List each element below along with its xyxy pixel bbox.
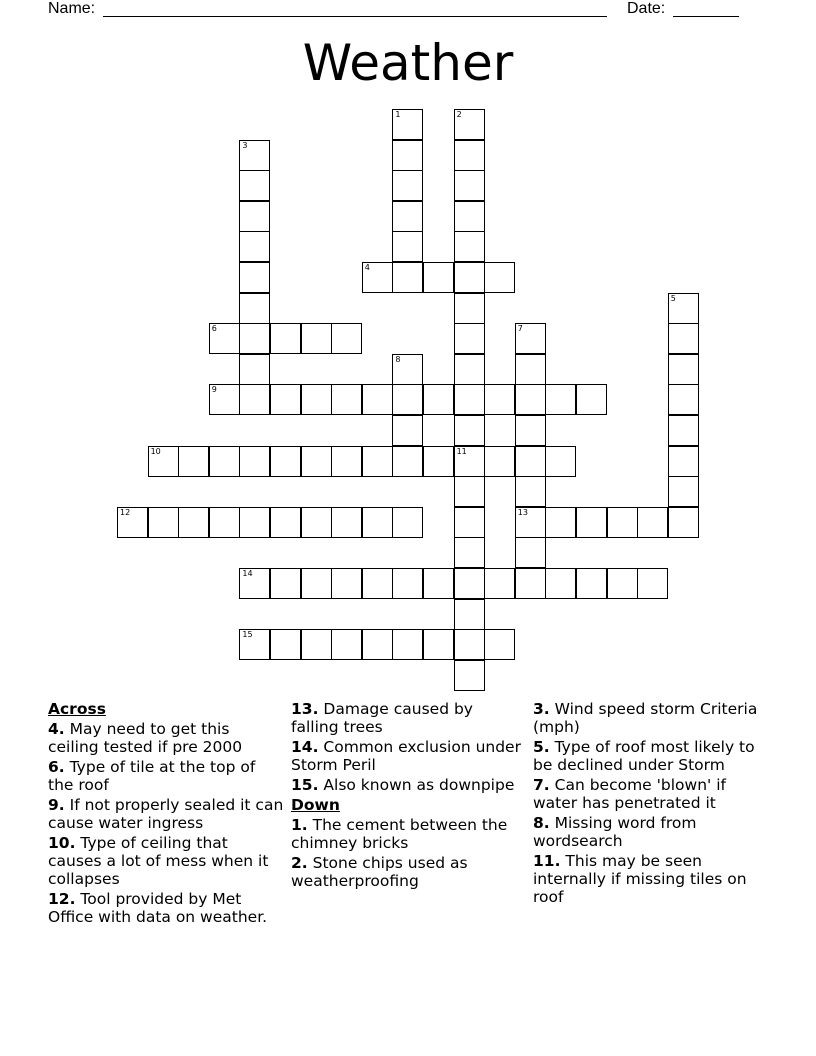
clue-text: This may be seen internally if missing tiles on roof [533,852,747,906]
grid-cell[interactable] [239,231,270,262]
grid-cell[interactable] [301,507,332,538]
grid-cell[interactable] [239,446,270,477]
clue-number: 3. [533,700,550,718]
date-label: Date: [627,0,666,17]
grid-cell[interactable] [301,629,332,660]
clue-number: 2. [291,854,308,872]
cell-number: 12 [120,507,131,517]
grid-cell[interactable] [239,354,270,385]
grid-cell[interactable] [239,262,270,293]
cell-number: 5 [670,293,676,303]
grid-cell[interactable] [484,629,515,660]
cell-number: 8 [395,354,401,364]
cell-number: 7 [517,324,523,334]
grid-cell[interactable] [392,354,423,385]
grid-cell[interactable] [270,384,301,415]
grid-cell[interactable] [454,660,485,691]
cell-number: 1 [395,110,401,119]
grid-cell[interactable] [454,507,485,538]
grid-cell[interactable] [484,262,515,293]
grid-cell[interactable] [515,476,546,507]
clue-across-4 [48,720,284,756]
clue-down-5 [533,738,773,774]
puzzle-title: Weather [302,34,514,92]
clue-text: Missing word from wordsearch [533,814,697,850]
clue-text: Can become 'blown' if water has penetrated it [533,776,726,812]
cell-number: 3 [242,140,248,150]
cell-number: 9 [211,385,217,395]
grid-cell[interactable] [148,446,179,477]
grid-cell[interactable] [454,262,485,293]
grid-cell[interactable] [637,507,668,538]
clue-down-2 [291,854,523,890]
grid-cell[interactable] [668,476,699,507]
grid-cell[interactable] [454,599,485,630]
grid-cell[interactable] [454,476,485,507]
clue-down-11 [533,852,773,906]
clue-down-1 [291,816,523,852]
clue-text: Type of tile at the top of the roof [48,758,256,794]
clue-number: 12. [48,890,76,908]
grid-cell[interactable] [270,446,301,477]
across-heading: Across [48,700,106,718]
grid-cell[interactable] [270,323,301,354]
grid-cell[interactable] [484,568,515,599]
grid-cell[interactable] [209,323,240,354]
grid-cell[interactable] [576,384,607,415]
grid-cell[interactable] [576,568,607,599]
grid-cell[interactable] [545,384,576,415]
clues-column-1 [48,700,284,928]
grid-cell[interactable] [423,446,454,477]
grid-cell[interactable] [484,384,515,415]
grid-cell[interactable] [239,170,270,201]
grid-cell[interactable] [454,231,485,262]
grid-cell[interactable] [423,568,454,599]
clue-text: Damage caused by falling trees [291,700,473,736]
grid-cell[interactable] [454,293,485,324]
clue-number: 8. [533,814,550,832]
grid-cell[interactable] [515,568,546,599]
clue-across-10 [48,834,284,888]
clue-text: Type of ceiling that causes a lot of mess when it collapses [48,834,269,888]
grid-cell[interactable] [178,507,209,538]
clue-number: 10. [48,834,76,852]
grid-cell[interactable] [607,507,638,538]
grid-cell[interactable] [454,201,485,232]
grid-cell[interactable] [668,323,699,354]
grid-cell[interactable] [454,415,485,446]
grid-cell[interactable] [515,415,546,446]
clue-number: 1. [291,816,308,834]
clue-number: 11. [533,852,561,870]
grid-cell[interactable] [545,507,576,538]
grid-cell[interactable] [209,384,240,415]
grid-cell[interactable] [301,446,332,477]
cell-number: 15 [242,630,253,640]
grid-cell[interactable] [515,384,546,415]
grid-cell[interactable] [454,354,485,385]
grid-cell[interactable] [515,537,546,568]
grid-cell[interactable] [454,109,485,140]
grid-cell[interactable] [392,201,423,232]
cell-number: 11 [456,446,467,456]
grid-cell[interactable] [270,629,301,660]
grid-cell[interactable] [392,629,423,660]
clue-number: 15. [291,776,319,794]
cell-number: 6 [211,324,217,334]
grid-cell[interactable] [515,354,546,385]
grid-cell[interactable] [301,384,332,415]
cell-number: 13 [517,507,528,517]
grid-cell[interactable] [454,384,485,415]
grid-cell[interactable] [392,140,423,171]
clue-text: Wind speed storm Criteria (mph) [533,700,758,736]
grid-cell[interactable] [454,323,485,354]
grid-cell[interactable] [454,629,485,660]
grid-cell[interactable] [392,568,423,599]
grid-cell[interactable] [545,446,576,477]
grid-cell[interactable] [239,629,270,660]
grid-cell[interactable] [392,446,423,477]
grid-cell[interactable] [331,323,362,354]
grid-cell[interactable] [454,568,485,599]
clue-text: Stone chips used as weatherproofing [291,854,468,890]
grid-cell[interactable] [331,507,362,538]
grid-cell[interactable] [148,507,179,538]
name-label: Name: [48,0,96,17]
clue-number: 13. [291,700,319,718]
grid-cell[interactable] [239,323,270,354]
grid-cell[interactable] [668,384,699,415]
grid-cell[interactable] [576,507,607,538]
grid-cell[interactable] [362,446,393,477]
clue-down-3 [533,700,773,736]
grid-cell[interactable] [178,446,209,477]
clue-down-8 [533,814,773,850]
clue-across-9 [48,796,284,832]
grid-cell[interactable] [392,262,423,293]
grid-cell[interactable] [668,446,699,477]
grid-cell[interactable] [362,507,393,538]
grid-cell[interactable] [392,109,423,140]
clue-number: 5. [533,738,550,756]
grid-cell[interactable] [484,446,515,477]
grid-cell[interactable] [331,384,362,415]
clue-number: 14. [291,738,319,756]
cell-number: 14 [242,569,253,578]
clue-number: 7. [533,776,550,794]
cell-number: 2 [456,110,462,119]
grid-cell[interactable] [515,446,546,477]
grid-cell[interactable] [668,415,699,446]
grid-cell[interactable] [392,415,423,446]
grid-cell[interactable] [331,629,362,660]
clue-text: If not properly sealed it can cause water ingress [48,796,284,832]
clue-text: Also known as downpipe [323,776,515,794]
clue-text: May need to get this ceiling tested if pre 2000 [48,720,243,756]
clue-across-14 [291,738,523,774]
grid-cell[interactable] [545,568,576,599]
clue-across-12 [48,890,284,926]
clues-column-2 [291,700,523,892]
clue-number: 4. [48,720,65,738]
grid-cell[interactable] [454,537,485,568]
clue-text: Tool provided by Met Office with data on weather. [48,890,268,926]
grid-cell[interactable] [515,507,546,538]
grid-cell[interactable] [637,568,668,599]
grid-cell[interactable] [239,201,270,232]
clue-across-13 [291,700,523,736]
grid-cell[interactable] [668,354,699,385]
grid-cell[interactable] [392,507,423,538]
grid-cell[interactable] [515,323,546,354]
clue-text: Type of roof most likely to be declined under Storm [533,738,755,774]
grid-cell[interactable] [209,507,240,538]
grid-cell[interactable] [423,629,454,660]
grid-cell[interactable] [270,507,301,538]
grid-cell[interactable] [301,568,332,599]
grid-cell[interactable] [392,170,423,201]
clue-text: Common exclusion under Storm Peril [291,738,521,774]
cell-number: 10 [150,446,161,456]
grid-cell[interactable] [392,384,423,415]
grid-cell[interactable] [239,140,270,171]
clues-column-3 [533,700,773,908]
clue-down-7 [533,776,773,812]
grid-cell[interactable] [301,323,332,354]
clue-number: 9. [48,796,65,814]
grid-cell[interactable] [239,568,270,599]
grid-cell[interactable] [270,568,301,599]
grid-cell[interactable] [454,140,485,171]
clue-across-15 [291,776,523,794]
cell-number: 4 [364,263,370,272]
grid-cell[interactable] [362,384,393,415]
grid-cell[interactable] [239,293,270,324]
grid-cell[interactable] [423,384,454,415]
grid-cell[interactable] [668,507,699,538]
grid-cell[interactable] [454,446,485,477]
grid-cell[interactable] [392,231,423,262]
grid-cell[interactable] [362,629,393,660]
grid-cell[interactable] [454,170,485,201]
grid-cell[interactable] [668,293,699,324]
down-heading: Down [291,796,340,814]
grid-cell[interactable] [362,568,393,599]
clue-across-6 [48,758,284,794]
grid-cell[interactable] [423,262,454,293]
grid-cell[interactable] [331,446,362,477]
grid-cell[interactable] [607,568,638,599]
grid-cell[interactable] [117,507,148,538]
clue-number: 6. [48,758,65,776]
grid-cell[interactable] [239,507,270,538]
grid-cell[interactable] [362,262,393,293]
grid-cell[interactable] [239,384,270,415]
clue-text: The cement between the chimney bricks [291,816,508,852]
grid-cell[interactable] [209,446,240,477]
grid-cell[interactable] [331,568,362,599]
